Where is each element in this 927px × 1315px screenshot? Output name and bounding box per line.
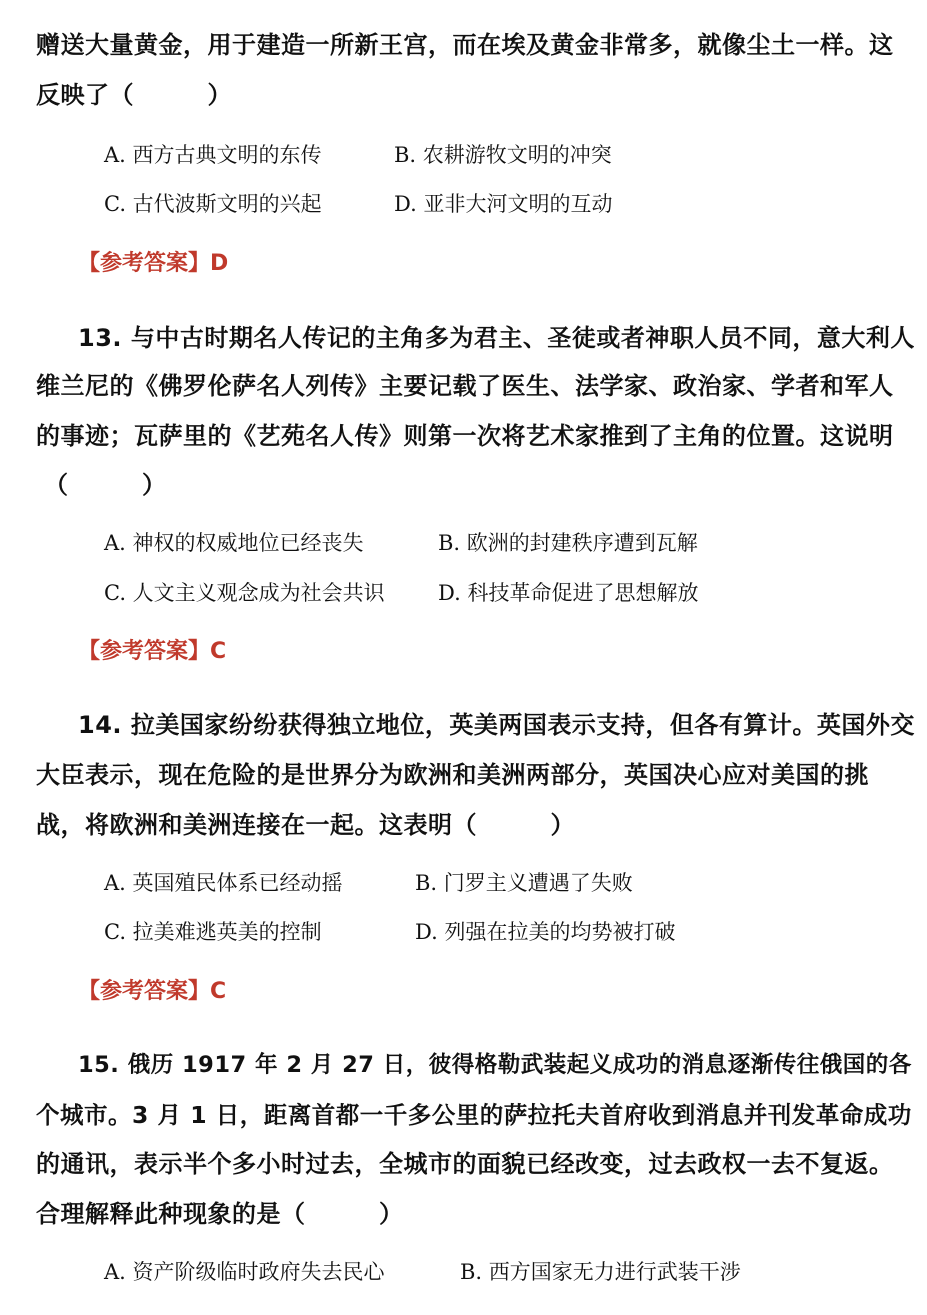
q15-text-line-4: 合理解释此种现象的是（ ）: [36, 1200, 404, 1228]
q12-text-line-1: 赠送大量黄金，用于建造一所新王宫，而在埃及黄金非常多，就像尘土一样。这: [36, 31, 894, 59]
q13-text-line-4: （ ）: [44, 471, 167, 499]
q15-text-line-1: 15. 俄历 1917 年 2 月 27 日，彼得格勒武装起义成功的消息逐渐传往俄国的各: [78, 1052, 912, 1078]
q15-text-line-2: 个城市。3 月 1 日，距离首都一千多公里的萨拉托夫首府收到消息并刊发革命成功: [36, 1101, 912, 1129]
q13-option-b: B. 欧洲的封建秩序遭到瓦解: [438, 531, 698, 555]
q12-option-a: A. 西方古典文明的东传: [104, 143, 322, 167]
q13-option-a: A. 神权的权威地位已经丧失: [104, 531, 364, 555]
q14-option-b: B. 门罗主义遭遇了失败: [415, 871, 633, 895]
q14-option-a: A. 英国殖民体系已经动摇: [104, 871, 343, 895]
q14-option-d: D. 列强在拉美的均势被打破: [415, 920, 676, 944]
q14-option-c: C. 拉美难逃英美的控制: [104, 920, 322, 944]
q12-option-b: B. 农耕游牧文明的冲突: [394, 143, 612, 167]
q14-text-line-1: 14. 拉美国家纷纷获得独立地位，英美两国表示支持，但各有算计。英国外交: [78, 711, 915, 739]
q14-answer: 【参考答案】C: [78, 979, 227, 1004]
q13-text-line-2: 维兰尼的《佛罗伦萨名人列传》主要记载了医生、法学家、政治家、学者和军人: [36, 372, 894, 400]
q15-option-b: B. 西方国家无力进行武装干涉: [460, 1260, 741, 1284]
q14-text-line-3: 战，将欧洲和美洲连接在一起。这表明（ ）: [36, 811, 575, 839]
q13-answer: 【参考答案】C: [78, 639, 227, 664]
q12-text-line-2: 反映了（ ）: [36, 81, 232, 109]
q12-answer: 【参考答案】D: [78, 251, 229, 276]
q15-option-a: A. 资产阶级临时政府失去民心: [104, 1260, 385, 1284]
q12-option-c: C. 古代波斯文明的兴起: [104, 192, 322, 216]
q13-option-d: D. 科技革命促进了思想解放: [438, 581, 699, 605]
q15-text-line-3: 的通讯，表示半个多小时过去，全城市的面貌已经改变，过去政权一去不复返。: [36, 1150, 894, 1178]
q13-text-line-1: 13. 与中古时期名人传记的主角多为君主、圣徒或者神职人员不同，意大利人: [78, 324, 915, 352]
q13-option-c: C. 人文主义观念成为社会共识: [104, 581, 385, 605]
q13-text-line-3: 的事迹；瓦萨里的《艺苑名人传》则第一次将艺术家推到了主角的位置。这说明: [36, 422, 894, 450]
q12-option-d: D. 亚非大河文明的互动: [394, 192, 613, 216]
q14-text-line-2: 大臣表示，现在危险的是世界分为欧洲和美洲两部分，英国决心应对美国的挑: [36, 761, 869, 789]
